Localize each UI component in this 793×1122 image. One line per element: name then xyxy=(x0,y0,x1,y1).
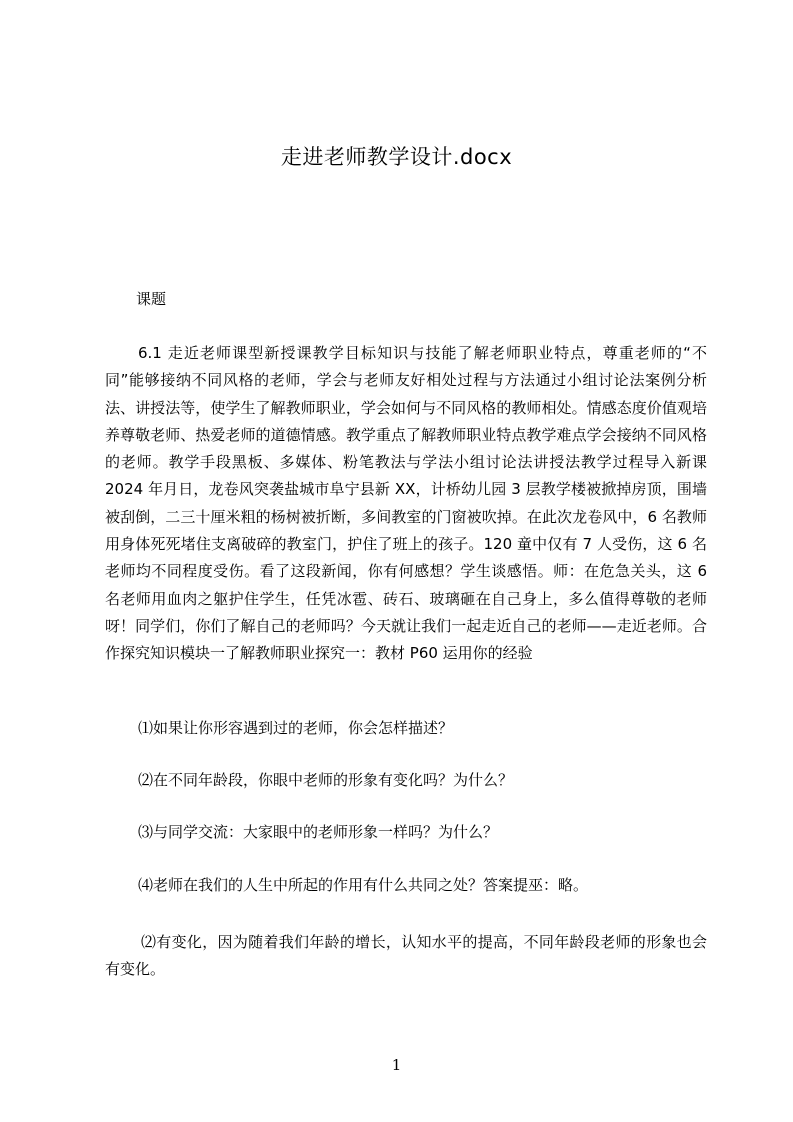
question-1: ⑴如果让你形容遇到过的老师，你会怎样描述？ xyxy=(138,719,454,737)
question-2: ⑵在不同年龄段，你眼中老师的形象有变化吗？为什么？ xyxy=(138,771,514,789)
page-number: 1 xyxy=(391,1056,402,1074)
question-4: ⑷老师在我们的人生中所起的作用有什么共同之处？答案提巫：略。 xyxy=(138,876,589,894)
answer-paragraph: ⑵有变化，因为随着我们年龄的增长，认知水平的提高，不同年龄段老师的形象也会有变化。 xyxy=(105,933,707,979)
main-paragraph: 6.1 走近老师课型新授课教学目标知识与技能了解老师职业特点，尊重老师的“不同”能够接纳不同风格的老师，学会与老师友好相处过程与方法通过小组讨论法案例分析法、讲授法等，使学生了解教师职业，学会如何与不同风格的教师相处。情感态度价值观培养尊敬老师、热爱老师的道德情感。教学重点了解教师职业特点教学难点学会接纳不同风格的老师。教学手段黑板、多媒体、粉笔教法与学法小组讨论法讲授法教学过程导入新课 2024 年月日，龙卷风突袭盐城市阜宁县新 XX，计桥幼儿园 3 层教学楼被掀掉房顶，围墙被刮倒，二三十厘米粗的杨树被折断，多间教室的门窗被吹掉。在此次龙卷风中，6 名教师用身体死死堵住支离破碎的教室门，护住了班上的孩子。120 童中仅有 7 人受伤，这 6 名老师均不同程度受伤。看了这段新闻，你有何感想？学生谈感悟。师：在危急关头，这 6 名老师用血肉之躯护住学生，任凭冰雹、砖石、玻璃砸在自己身上，多么值得尊敬的老师呀！同学们，你们了解自己的老师吗？今天就让我们一起走近自己的老师——走近老师。合作探究知识模块一了解教师职业探究一：教材 P60 运用你的经验 xyxy=(105,344,707,663)
question-3: ⑶与同学交流：大家眼中的老师形象一样吗？为什么？ xyxy=(138,823,499,841)
section-heading: 课题 xyxy=(136,290,167,308)
document-title: 走进老师教学设计.docx xyxy=(280,145,513,169)
